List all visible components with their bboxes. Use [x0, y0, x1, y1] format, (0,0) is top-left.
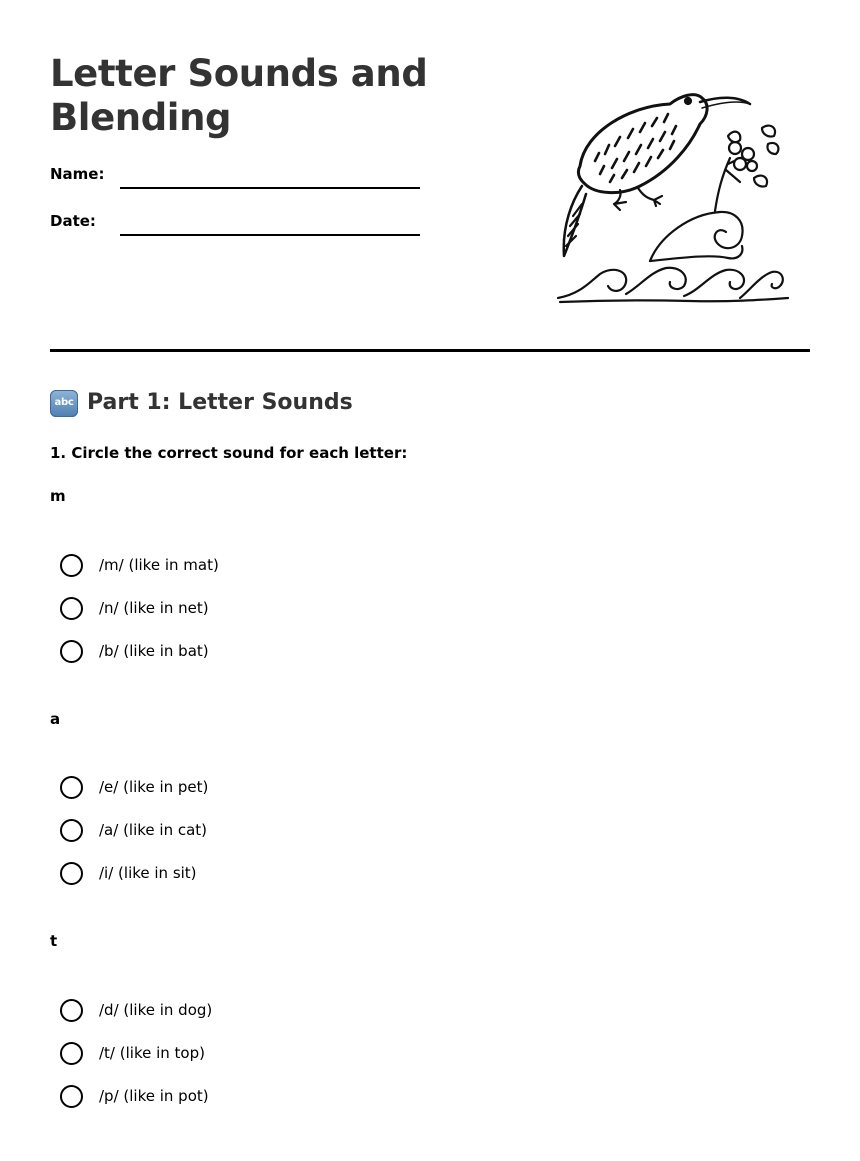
radio-circle-icon[interactable] — [60, 1085, 83, 1108]
option-label: /b/ (like in bat) — [99, 642, 209, 660]
part1-heading-text: Part 1: Letter Sounds — [87, 390, 353, 415]
letter-a: a — [50, 710, 61, 728]
letter-m: m — [50, 487, 66, 505]
date-label: Date: — [50, 212, 96, 230]
option-label: /e/ (like in pet) — [99, 778, 209, 796]
option-label: /n/ (like in net) — [99, 599, 209, 617]
option-m-2[interactable] — [60, 595, 209, 621]
option-m-3[interactable] — [60, 638, 209, 664]
radio-circle-icon[interactable] — [60, 862, 83, 885]
radio-circle-icon[interactable] — [60, 1042, 83, 1065]
option-label: /a/ (like in cat) — [99, 821, 208, 839]
option-label: /d/ (like in dog) — [99, 1001, 213, 1019]
option-label: /p/ (like in pot) — [99, 1087, 209, 1105]
abc-icon: abc — [50, 390, 78, 417]
question-1: 1. Circle the correct sound for each letter: — [50, 444, 408, 462]
name-field[interactable] — [120, 187, 420, 189]
option-t-2[interactable] — [60, 1040, 205, 1066]
option-label: /t/ (like in top) — [99, 1044, 205, 1062]
radio-circle-icon[interactable] — [60, 554, 83, 577]
section-divider — [50, 349, 810, 352]
option-m-1[interactable] — [60, 552, 219, 578]
option-t-1[interactable] — [60, 997, 212, 1023]
letter-t: t — [50, 932, 58, 950]
kiwi-illustration — [550, 86, 795, 311]
date-field[interactable] — [120, 234, 420, 236]
option-a-1[interactable] — [60, 774, 208, 800]
option-label: /m/ (like in mat) — [99, 556, 219, 574]
radio-circle-icon[interactable] — [60, 999, 83, 1022]
option-label: /i/ (like in sit) — [99, 864, 197, 882]
option-a-2[interactable] — [60, 817, 207, 843]
name-label: Name: — [50, 165, 105, 183]
radio-circle-icon[interactable] — [60, 819, 83, 842]
radio-circle-icon[interactable] — [60, 597, 83, 620]
radio-circle-icon[interactable] — [60, 776, 83, 799]
worksheet-title: Letter Sounds and Blending — [50, 52, 428, 139]
option-a-3[interactable] — [60, 860, 197, 886]
radio-circle-icon[interactable] — [60, 640, 83, 663]
part1-heading — [50, 388, 353, 418]
option-t-3[interactable] — [60, 1083, 209, 1109]
